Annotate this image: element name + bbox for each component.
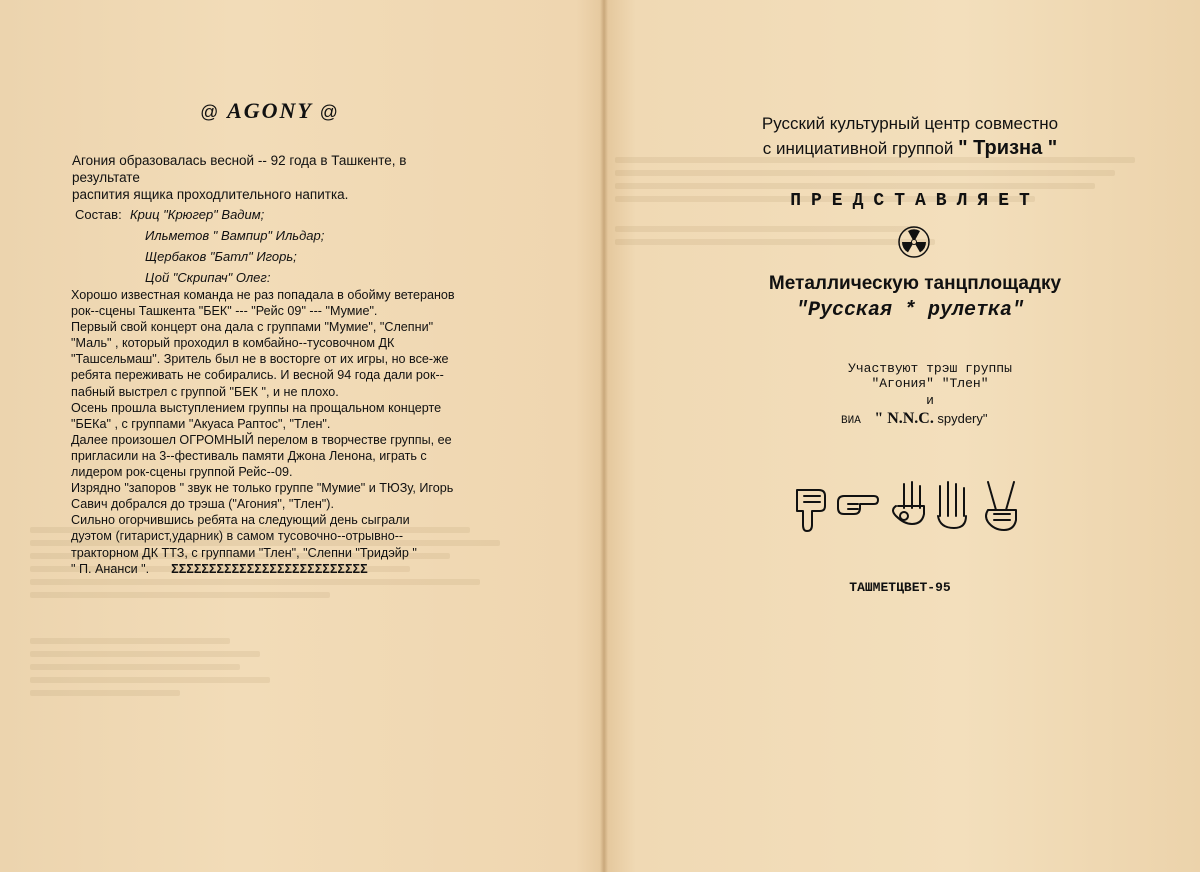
history-line: лидером рок-сцены группой Рейс--09.	[71, 465, 293, 480]
header-line: с инициативной группой	[762, 139, 959, 158]
hand-signs-icon	[792, 478, 1032, 538]
header-line: Русский культурный центр совместно	[761, 114, 1059, 133]
history-line: "Маль" , который проходил в комбайно--тусовочном ДК	[71, 336, 395, 351]
radiation-emblem-icon	[897, 225, 931, 259]
history-line: пабный выстрел с группой "БЕК ", и не плохо.	[71, 384, 339, 399]
history-line: Хорошо известная команда не раз попадала в обойму ветеранов	[71, 288, 455, 302]
lineup-label: Состав:	[75, 207, 122, 222]
history-line: дуэтом (гитарист,ударник) в самом тусовочно--отрывно--	[71, 529, 404, 544]
via-label: ВИА	[841, 415, 861, 427]
band-name: AGONY	[227, 98, 313, 123]
lineup-member: Щербаков "Батл" Игорь;	[145, 249, 297, 264]
via-line	[841, 410, 1041, 428]
title-at-right: @	[319, 102, 340, 122]
intro-line: Агония образовалась весной -- 92 года в Ташкенте, в	[72, 153, 407, 168]
history-line: рок--сцены Ташкента "БЕК" --- "Рейс 09" --- "Мумие".	[71, 304, 378, 319]
group-name: " Тризна "	[958, 137, 1058, 159]
band-history	[71, 287, 511, 577]
history-line: Осень прошла выступлением группы на прощальном концерте	[71, 400, 442, 415]
lineup-member: Криц "Крюгер" Вадим;	[130, 207, 265, 222]
via-suffix: spydery"	[937, 411, 988, 426]
intro-line: распития ящика проходлительного напитка.	[72, 187, 349, 202]
history-line: ребята переживать не собирались. И весной 94 года дали рок--	[71, 368, 444, 383]
intro-line: результате	[72, 170, 140, 185]
organizer-header	[705, 112, 1115, 161]
event-line: Металлическую танцплощадку	[768, 273, 1062, 294]
lineup	[75, 204, 495, 288]
history-line: "БЕКа" , с группами "Акуаса Раптос", "Тлен".	[71, 416, 331, 431]
via-name: " N.N.C.	[874, 410, 934, 427]
history-line: "Ташсельмаш". Зритель был не в восторге от их игры, но все-же	[71, 352, 449, 367]
lineup-member: Ильметов " Вампир" Ильдар;	[145, 228, 325, 243]
title-at-left: @	[200, 102, 221, 122]
footer-publisher: ТАШМЕТЦВЕТ-95	[849, 580, 951, 595]
presents-heading: ПРЕДСТАВЛЯЕТ	[790, 191, 1040, 211]
and-word: и	[926, 393, 934, 408]
history-line: Сильно огорчившись ребята на следующий день сыграли	[71, 513, 410, 528]
groups-line: "Агония" "Тлен"	[871, 376, 989, 391]
agony-title	[160, 98, 380, 124]
participants-line: Участвуют трэш группы	[848, 361, 1012, 376]
intro-paragraph	[72, 152, 492, 203]
history-line: тракторном ДК ТТЗ, с группами "Тлен", "Слепни "Тридэйр "	[71, 545, 417, 560]
history-line: " П. Ананси ".	[71, 561, 150, 576]
history-line: Далее произошел ОГРОМНЫЙ перелом в творчестве группы, ее	[71, 432, 452, 447]
center-fold	[600, 0, 608, 872]
lineup-member: Цой "Скрипач" Олег:	[145, 270, 271, 285]
history-line: Савич добрался до трэша ("Агония", "Тлен").	[71, 497, 334, 512]
history-line: Изрядно "запоров " звук не только группе "Мумие" и ТЮЗу, Игорь	[71, 481, 454, 496]
history-line: пригласили на 3--фестиваль памяти Джона Ленона, играть с	[71, 448, 427, 463]
ornament-border: ΣΣΣΣΣΣΣΣΣΣΣΣΣΣΣΣΣΣΣΣΣΣΣΣΣΣ	[171, 561, 368, 576]
history-line: Первый свой концерт она дала с группами "Мумие", "Слепни"	[71, 320, 434, 335]
event-name: "Русская * рулетка"	[795, 299, 1025, 322]
